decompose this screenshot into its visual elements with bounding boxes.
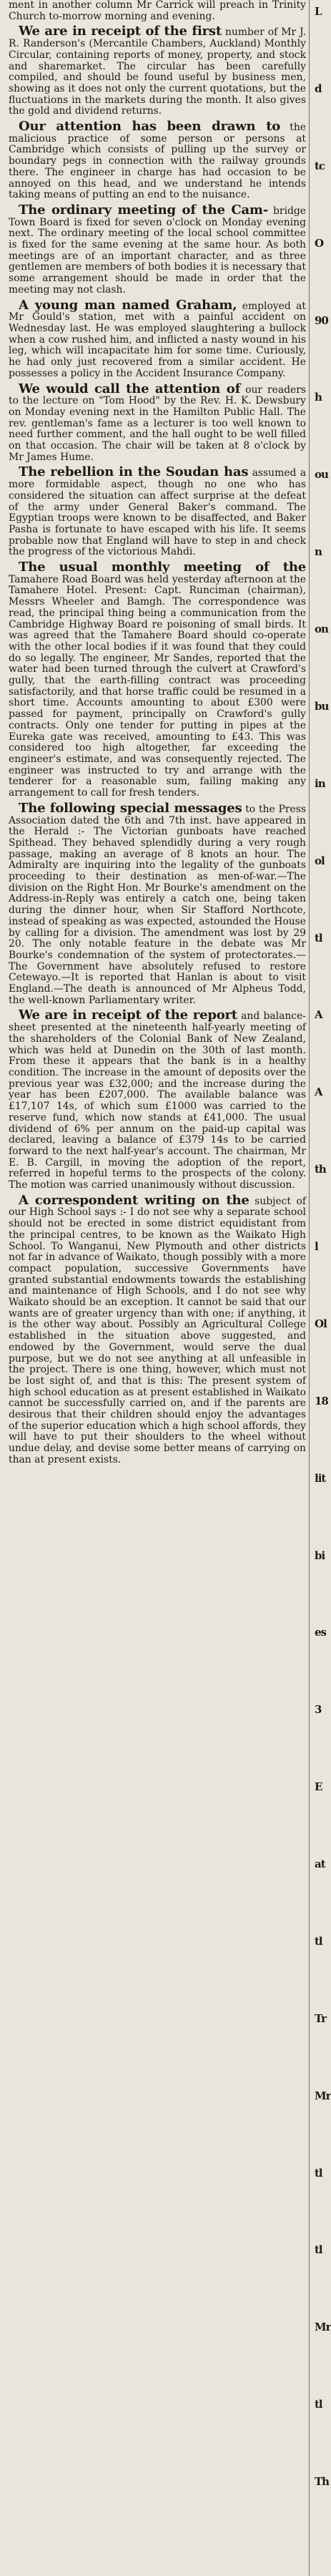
news-item-body: assumed a more formidable aspect, though no one who has considered the situation can affect surprise at the defeat of the army under General Baker's command. The Egyptian troops were known to be disaffected, and Baker Pasha is fortunate to have escaped with his life. It seems probable now that England will have to step in and check the progress of the victorious Mahdi. xyxy=(9,467,306,558)
news-item-lead: We are in receipt of the report xyxy=(19,1008,237,1023)
news-item-lead: The ordinary meeting of the Cam- xyxy=(19,202,269,218)
adjacent-column-fragment: E xyxy=(315,1780,322,1794)
news-item xyxy=(9,1010,306,1191)
news-item-body: and balance-sheet presented at the nineteenth half-yearly meeting of the shareholders of the Colonial Bank of New Zealand, which was held at Dunedin on the 30th of last month. From these it appears that the bank is in a healthy condition. The increase in the amount of deposits over the previous year was £32,000; and the increase during the year has been £207,000. The available balance was £17,107 14s, of which sum £1000 was carried to the reserve fund, which now stands at £41,000. The usual dividend of 6% per annum on the paid-up capital was declared, leaving a balance of £379 14s to be carried forward to the next half-year's account. The chairman, Mr E. B. Cargill, in moving the adoption of the report, referred in hopeful terms to the prospects of the colony. The motion was carried unanimously without discussion. xyxy=(9,1010,306,1191)
adjacent-column-fragment: d xyxy=(315,82,322,95)
news-item-lead: The rebellion in the Soudan has xyxy=(19,464,249,480)
news-item xyxy=(9,26,306,117)
news-item-lead: The following special messages xyxy=(19,800,242,816)
news-item-lead: We are in receipt of the first xyxy=(19,24,222,39)
adjacent-column-fragment: th xyxy=(315,1163,326,1176)
news-item-body: to the Press Association dated the 6th and 7th inst. have appeared in the Herald :- The Victorian gunboats have reached Spithead. They behaved splendidly during a very rough passage, making an average of 8 knots an hour. The Admiralty are inquiring into the legality of the gunboats proceeding to their destination as men-of-war.—The division on the Right Hon. Mr Bourke's amendment on the Address-in-Reply was entirely a catch one, being taken during the dinner hour, when Sir Stafford Northcote, instead of speaking as was expected, astounded the House by calling for a division. The amendment was lost by 29 20. The only notable feature in the debate was Mr Bourke's condemnation of the system of protectorates.—The Government have absolutely refused to restore Cetewayo.—It is reported that Hanlan is about to visit England.—The death is announced of Mr Alpheus Todd, the well-known Parliamentary writer. xyxy=(9,803,306,1006)
adjacent-column-fragment: bu xyxy=(315,699,329,713)
news-item-body: bridge Town Board is fixed for seven o'clock on Monday evening next. The ordinary meeting of the local school committee is fixed for the same evening at the same hour. As both meetings are of an important character, and as three gentlemen are members of both bodies it is necessary that some arrangement should be made in order that the meeting may not clash. xyxy=(9,205,307,296)
news-item-lead: The usual monthly meeting of the xyxy=(19,560,306,575)
news-item-body: the malicious practice of some person or persons at Cambridge which consists of pulling up the survey or boundary pegs in connection with the railway grounds there. The engineer in charge has had occasion to be annoyed on this head, and we understand he intends taking means of putting an end to the nuisance. xyxy=(9,122,307,201)
adjacent-column-fragment: n xyxy=(315,545,322,559)
news-item-body: employed at Mr Gould's station, met with a painful accident on Wednesday last. He was employed slaughtering a bullock when a cow rushed him, and inflicted a nasty wound in his leg, which will incapacitate him for some time. Curiously, he had only just recovered from a similar accident. He possesses a policy in the Accident Insurance Company. xyxy=(9,300,307,379)
adjacent-column-fragment: tl xyxy=(315,2243,322,2257)
news-item-body: ment in another column Mr Carrick will preach in Trinity Church to-morrow morning and evening. xyxy=(9,0,306,22)
news-item xyxy=(9,1192,307,1466)
news-item xyxy=(9,121,306,201)
news-item-lead: A correspondent writing on the xyxy=(19,1192,250,1208)
column-divider xyxy=(309,0,310,2576)
adjacent-column-fragment: bi xyxy=(315,1548,325,1562)
adjacent-column-fragment: 18 xyxy=(315,1394,328,1407)
adjacent-column-fragment: tl xyxy=(315,931,322,945)
adjacent-column-fragment: Mr xyxy=(315,2089,331,2102)
adjacent-column-fragment: tl xyxy=(315,2166,322,2180)
adjacent-column-fragment: lit xyxy=(315,1471,326,1485)
adjacent-column-fragment: l xyxy=(315,1240,318,1254)
adjacent-column-fragment: tl xyxy=(315,1934,322,1948)
adjacent-column-fragment: tl xyxy=(315,2398,322,2411)
adjacent-column-fragment: tc xyxy=(315,159,325,172)
adjacent-column-fragment: Mr xyxy=(315,2321,331,2334)
news-item xyxy=(9,562,306,799)
adjacent-column-edge xyxy=(315,0,331,2576)
adjacent-column-fragment: at xyxy=(315,1858,325,1871)
adjacent-column-fragment: h xyxy=(315,391,322,404)
news-item-lead: A young man named Graham, xyxy=(19,297,237,313)
adjacent-column-fragment: es xyxy=(315,1626,326,1639)
adjacent-column-fragment: A xyxy=(315,1085,322,1099)
news-item-body: number of Mr J. R. Randerson's (Mercantile Chambers, Auckland) Monthly Circular, containing reports of money, property, and stock and sharemarket. The circular has been carefully compiled, and should be found useful by business men, showing as it does not only the current quotations, but the fluctuations in the markets during the month. It also gives the gold and dividend returns. xyxy=(9,26,306,117)
adjacent-column-fragment: A xyxy=(315,1008,322,1022)
adjacent-column-fragment: O xyxy=(315,236,324,250)
adjacent-column-fragment: Ol xyxy=(315,1317,327,1330)
adjacent-column-fragment: Tr xyxy=(315,2011,326,2025)
news-item xyxy=(9,202,307,296)
news-item-lead: Our attention has been drawn to xyxy=(19,119,281,135)
adjacent-column-fragment: L xyxy=(315,5,322,18)
news-item-body: Tamahere Road Board was held yesterday afternoon at the Tamahere Hotel. Present: Capt. Runciman (chairman), Messrs Wheeler and Bamgh. The correspondence was read, the principal thing being a communication from the Cambridge Highway Board re poisoning of small birds. It was agreed that the Tamahere Board should co-operate with the other local bodies if it was found that they could do so legally. The engineer, Mr Sandes, reported that the water had been turned through the culvert at Crawford's gully, that the earth-filling contract was proceeding satisfactorily, and that horse traffic could be resumed in a short time. Accounts amounting to about £300 were passed for payment, principally on Crawford's gully contracts. Only one tender for putting in pipes at the Eureka gate was received, amounting to £43. This was considered too high altogether, far exceeding the engineer's estimate, and was consequently rejected. The engineer was instructed to try and arrange with the tenderer for a reasonable sum, failing making any arrangement to call for fresh tenders. xyxy=(9,573,306,799)
news-item xyxy=(9,381,307,464)
news-item xyxy=(9,464,306,558)
adjacent-column-fragment: ou xyxy=(315,468,328,482)
adjacent-column-fragment: in xyxy=(315,776,325,790)
news-column xyxy=(9,0,306,2576)
adjacent-column-fragment: on xyxy=(315,623,328,636)
news-item-lead: We would call the attention of xyxy=(19,381,241,396)
adjacent-column-fragment: Th xyxy=(315,2475,330,2489)
adjacent-column-fragment: 90 xyxy=(315,313,328,327)
news-item-body: our readers to the lecture on "Tom Hood" by the Rev. H. K. Dewsbury on Monday evening next in the Hamilton Public Hall. The rev. gentleman's fame as a lecturer is too well known to need further comment, and the hall ought to be well filled on that occasion. The chair will be taken at 8 o'clock by Mr James Hume. xyxy=(9,384,307,463)
news-item xyxy=(9,800,306,1007)
adjacent-column-fragment: ol xyxy=(315,854,325,867)
news-item xyxy=(9,0,306,22)
news-item-body: subject of our High School says :- I do not see why a separate school should not be erected in some district equidistant from the principal centres, to be known as the Waikato High School. To Wanganui, New Plymouth and other districts not far in advance of Waikato, though possibly with a more compact population, successive Governments have granted substantial endowments towards the establishing and maintenance of High Schools, and I do not see why Waikato should be an exception. It cannot be said that our wants are of greater urgency than with one; if anything, it is the other way about. Possibly an Agricultural College established in the situation above suggested, and endowed by the Government, would serve the dual purpose, but we do not see anything at all unfeasible in the project. There is one thing, however, which must not be lost sight of, and that is this: The present system of high school education as at present established in Waikato cannot be successfully carried on, and if the parents are desirous that their children should enjoy the advantages of the superior education which a high school affords, they will have to put their shoulders to the wheel without undue delay, and devise some better means of carrying on than at present exists. xyxy=(9,1195,307,1465)
adjacent-column-fragment: 3 xyxy=(315,1703,322,1717)
news-item xyxy=(9,297,307,380)
